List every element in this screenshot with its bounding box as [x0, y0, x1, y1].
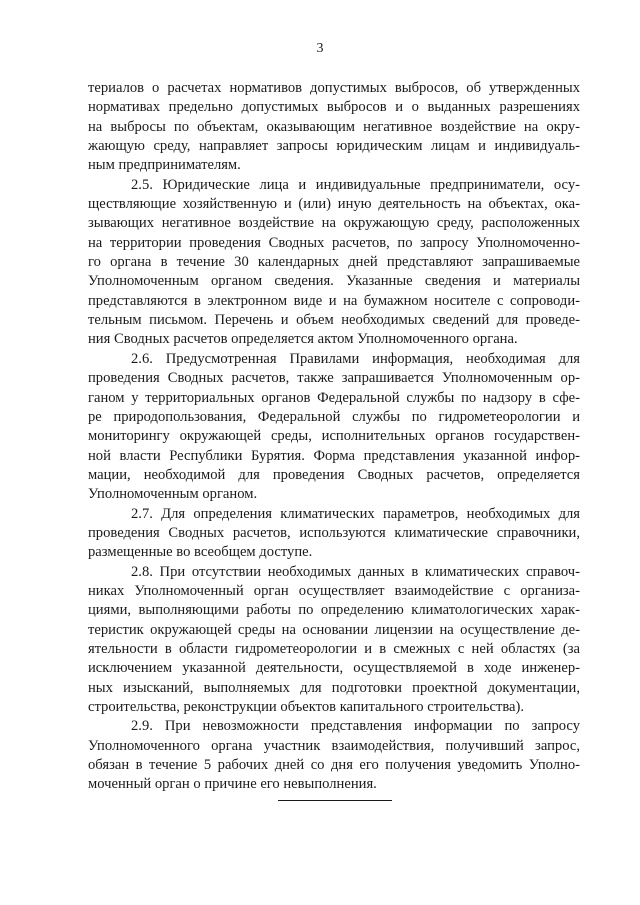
paragraph-2-8	[88, 563, 580, 718]
text-line: размещенные во всеобщем доступе.	[88, 544, 313, 561]
text-line: никах Уполномоченный орган осуществляет взаимодействие с организа-	[88, 582, 580, 599]
text-line: обязан в течение 5 рабочих дней со дня его получения уведомить Уполно-	[88, 757, 580, 774]
paragraph-2-6	[88, 350, 580, 505]
text-line: ным предпринимателям.	[88, 157, 241, 174]
text-line: исключением указанной деятельности, осуществляемой в ходе инженер-	[88, 660, 580, 677]
text-line: на территории проведения Сводных расчетов, по запросу Уполномоченно-	[88, 234, 580, 251]
text-line: 2.9. При невозможности представления информации по запросу	[131, 718, 580, 735]
text-line: го органа в течение 30 календарных дней представляют запрашиваемые	[88, 254, 580, 271]
text-line: Уполномоченного органа участник взаимодействия, получивший запрос,	[88, 737, 580, 754]
text-line: теристик окружающей среды на основании лицензии на осуществление де-	[88, 621, 580, 638]
text-line: Уполномоченным органом.	[88, 486, 258, 503]
text-line: ществляющие хозяйственную и (или) иную деятельность на объектах, ока-	[88, 196, 580, 213]
paragraph-2-5	[88, 176, 580, 350]
text-line: нормативах предельно допустимых выбросов и о выданных разрешениях	[88, 99, 580, 116]
text-line: циями, выполняющими работы по определению климатологических харак-	[88, 602, 580, 619]
text-line: жающую среду, направляет запросы юридическим лицам и индивидуаль-	[88, 138, 580, 155]
text-line: Уполномоченным органом сведения. Указанные сведения и материалы	[88, 273, 580, 290]
text-line: представляются в электронном виде и на бумажном носителе с сопроводи-	[88, 292, 580, 309]
text-line: 2.8. При отсутствии необходимых данных в климатических справоч-	[131, 563, 580, 580]
text-line: моченный орган о причине его невыполнения.	[88, 776, 377, 793]
paragraph-2-7	[88, 505, 580, 563]
paragraph-continuation	[88, 79, 580, 176]
text-line: мации, необходимой для проведения Сводных расчетов, определяется	[88, 466, 580, 483]
text-line: ятельности в области гидрометеорологии и в смежных с ней областях (за	[88, 640, 580, 657]
text-line: на выбросы по объектам, оказывающим негативное воздействие на окру-	[88, 118, 580, 135]
text-line: зывающих негативное воздействие на окружающую среду, расположенных	[88, 215, 580, 232]
end-of-text-rule	[278, 800, 392, 801]
text-line: строительства, реконструкции объектов капитального строительства).	[88, 699, 525, 715]
text-line: ных изысканий, выполняемых для подготовки проектной документации,	[88, 679, 580, 696]
text-line: ганом у территориальных органов Федеральной службы по надзору в сфе-	[88, 389, 580, 406]
text-line: 2.7. Для определения климатических параметров, необходимых для	[131, 505, 580, 522]
document-body	[88, 79, 580, 795]
text-line: ния Сводных расчетов определяется актом Уполномоченного органа.	[88, 331, 518, 348]
page-number: 3	[316, 41, 324, 56]
text-line: териалов о расчетах нормативов допустимых выбросов, об утвержденных	[88, 80, 580, 96]
text-line: ре природопользования, Федеральной службы по гидрометеорологии и	[88, 408, 580, 425]
text-line: 2.5. Юридические лица и индивидуальные предприниматели, осу-	[131, 176, 580, 193]
text-line: проведения Сводных расчетов, используются климатические справочники,	[88, 524, 580, 541]
text-line: ной власти Республики Бурятия. Форма представления указанной инфор-	[88, 447, 580, 464]
text-line: 2.6. Предусмотренная Правилами информация, необходимая для	[131, 350, 580, 367]
paragraph-2-9	[88, 717, 580, 794]
text-line: мониторингу окружающей среды, исполнительных органов государствен-	[88, 428, 580, 445]
text-line: тельным письмом. Перечень и объем необходимых сведений для проведе-	[88, 312, 580, 329]
text-line: проведения Сводных расчетов, также запрашивается Уполномоченным ор-	[88, 370, 580, 387]
